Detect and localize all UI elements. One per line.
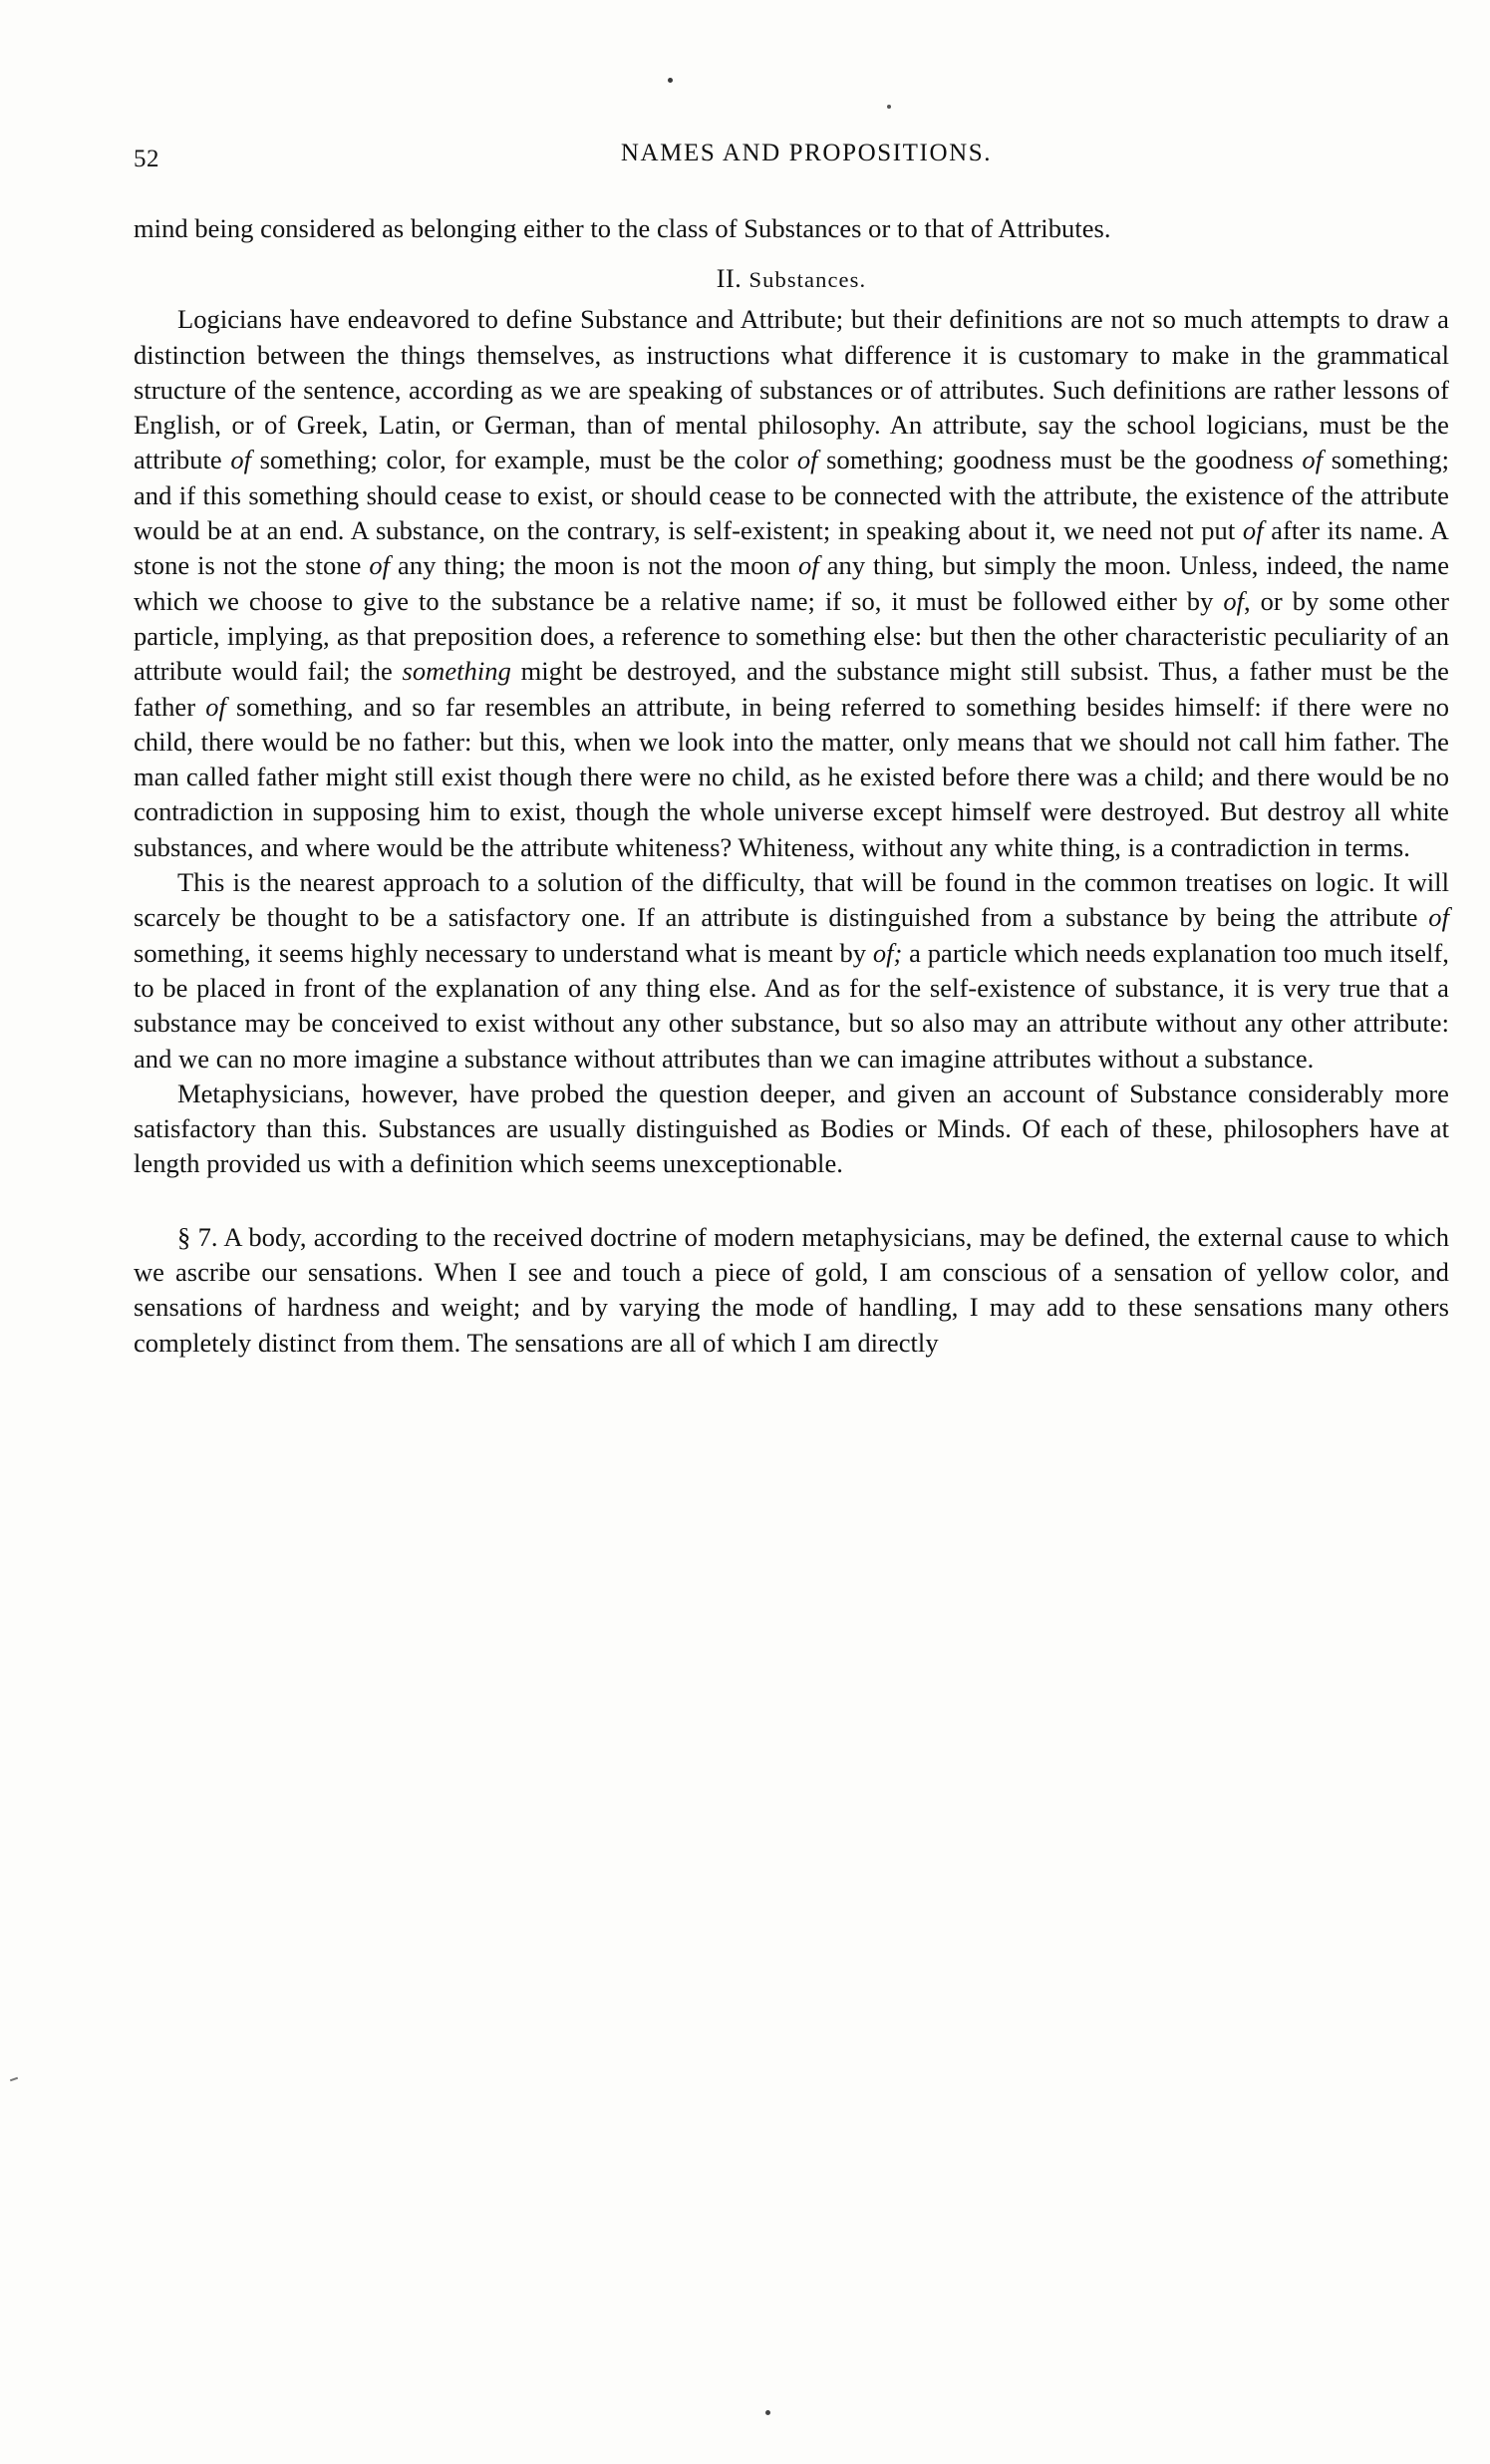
italic-of: of [796,445,818,475]
italic-of: of [1223,585,1245,616]
italic-of: of [1302,445,1324,475]
text-run: any thing; the moon is not the moon [390,550,799,581]
text-run: A body, according to the received doctrine of modern metaphysicians, may be defined, the external cause to which we ascribe our sensations. When I see and touch a piece of gold, I am conscious of a sensation of yellow color, and sensations of hardness and weight; and by varying the mode of handling, I may add to these sensations many others completely distinct from them. The sensations are all of which I am directly [134,1221,1449,1358]
paragraph-2 [134,865,1449,1077]
italic-of: of [205,691,226,722]
catchline-paragraph: mind being considered as belonging either to the class of Substances or to that of Attributes. [134,213,1111,243]
paragraph-3: Metaphysicians, however, have probed the question deeper, and given an account of Substance considerably more satisfactory than this. Substances are usually distinguished as Bodies or Minds. Of each of these, philosophers have at length provided us with a definition which seems unexceptionable. [134,1078,1449,1179]
page-number: 52 [134,146,159,172]
italic-of: of; [872,937,903,968]
text-run: , or by some other particle, implying, as that preposition does, a reference to something else: but then the other characteristic peculiarity of an attribute would fail; the [134,585,1449,687]
section-number: II. [716,264,743,294]
italic-something: something [402,656,511,687]
section-marker: § 7. [177,1221,218,1252]
section-heading [134,264,1449,294]
text-run: might be destroyed, and the substance might still subsist. Thus, a father must be the father [134,656,1449,722]
section-name: Substances. [748,267,867,293]
page-speck-top-right [887,105,891,109]
paragraph-4 [134,1220,1449,1361]
page-speck-top-left [668,78,673,83]
italic-of: of [230,445,252,475]
text-run: Logicians have endeavored to define Substance and Attribute; but their definitions are not so much attempts to draw a distinction between the things themselves, as instructions what difference it is customary to make in the grammatical structure of the sentence, according as we are speaking of substances or of attributes. Such definitions are rather lessons of English, or of Greek, Latin, or German, than of mental philosophy. An attribute, say the school logicians, must be the attribute [134,304,1449,475]
paragraph-spacer [134,1182,1449,1220]
text-run: something, and so far resembles an attribute, in being referred to something besides himself: if there were no child, there would be no father: but this, when we look into the matter, only means that we should not call him father. The man called father might still exist though there were no child, as he existed before there was a child; and there would be no contradiction in supposing him to exist, though the whole universe except himself were destroyed. But destroy all white substances, and where would be the attribute whiteness? Whiteness, without any white thing, is a contradiction in terms. [134,691,1450,862]
page-content [134,140,1449,1361]
running-head: NAMES AND PROPOSITIONS. [620,140,993,166]
italic-of: of [369,550,391,581]
text-run: something; goodness must be the goodness [817,445,1303,475]
text-run: something, it seems highly necessary to understand what is meant by [134,937,873,968]
paragraph-1 [134,302,1449,865]
text-run: after its name. A stone is not the stone [134,515,1449,581]
text-run: a particle which needs explanation too much itself, to be placed in front of the explanation of any thing else. And as for the self-existence of substance, it is very true that a substance may be conceived to exist without any other substance, but so also may an attribute without any other attribute: and we can no more imagine a substance without attributes than we can imagine attributes without a substance. [134,937,1449,1074]
text-run: something; color, for example, must be the color [251,445,797,475]
text-run: any thing, but simply the moon. Unless, indeed, the name which we choose to give to the substance be a relative name; if so, it must be followed either by [134,550,1450,616]
page-speck-left-margin [10,2077,18,2082]
text-run: something; and if this something should cease to exist, or should cease to be connected with the attribute, the existence of the attribute would be at an end. A substance, on the contrary, is self-existent; in speaking about it, we need not put [134,445,1450,546]
italic-of: of [1428,902,1449,933]
page-header [134,140,1449,185]
page-speck-bottom [765,2410,770,2415]
text-run: This is the nearest approach to a solution of the difficulty, that will be found in the common treatises on logic. It will scarcely be thought to be a satisfactory one. If an attribute is distinguished from a substance by being the attribute [134,867,1449,933]
italic-of: of [798,550,819,581]
italic-of: of [1242,515,1264,546]
